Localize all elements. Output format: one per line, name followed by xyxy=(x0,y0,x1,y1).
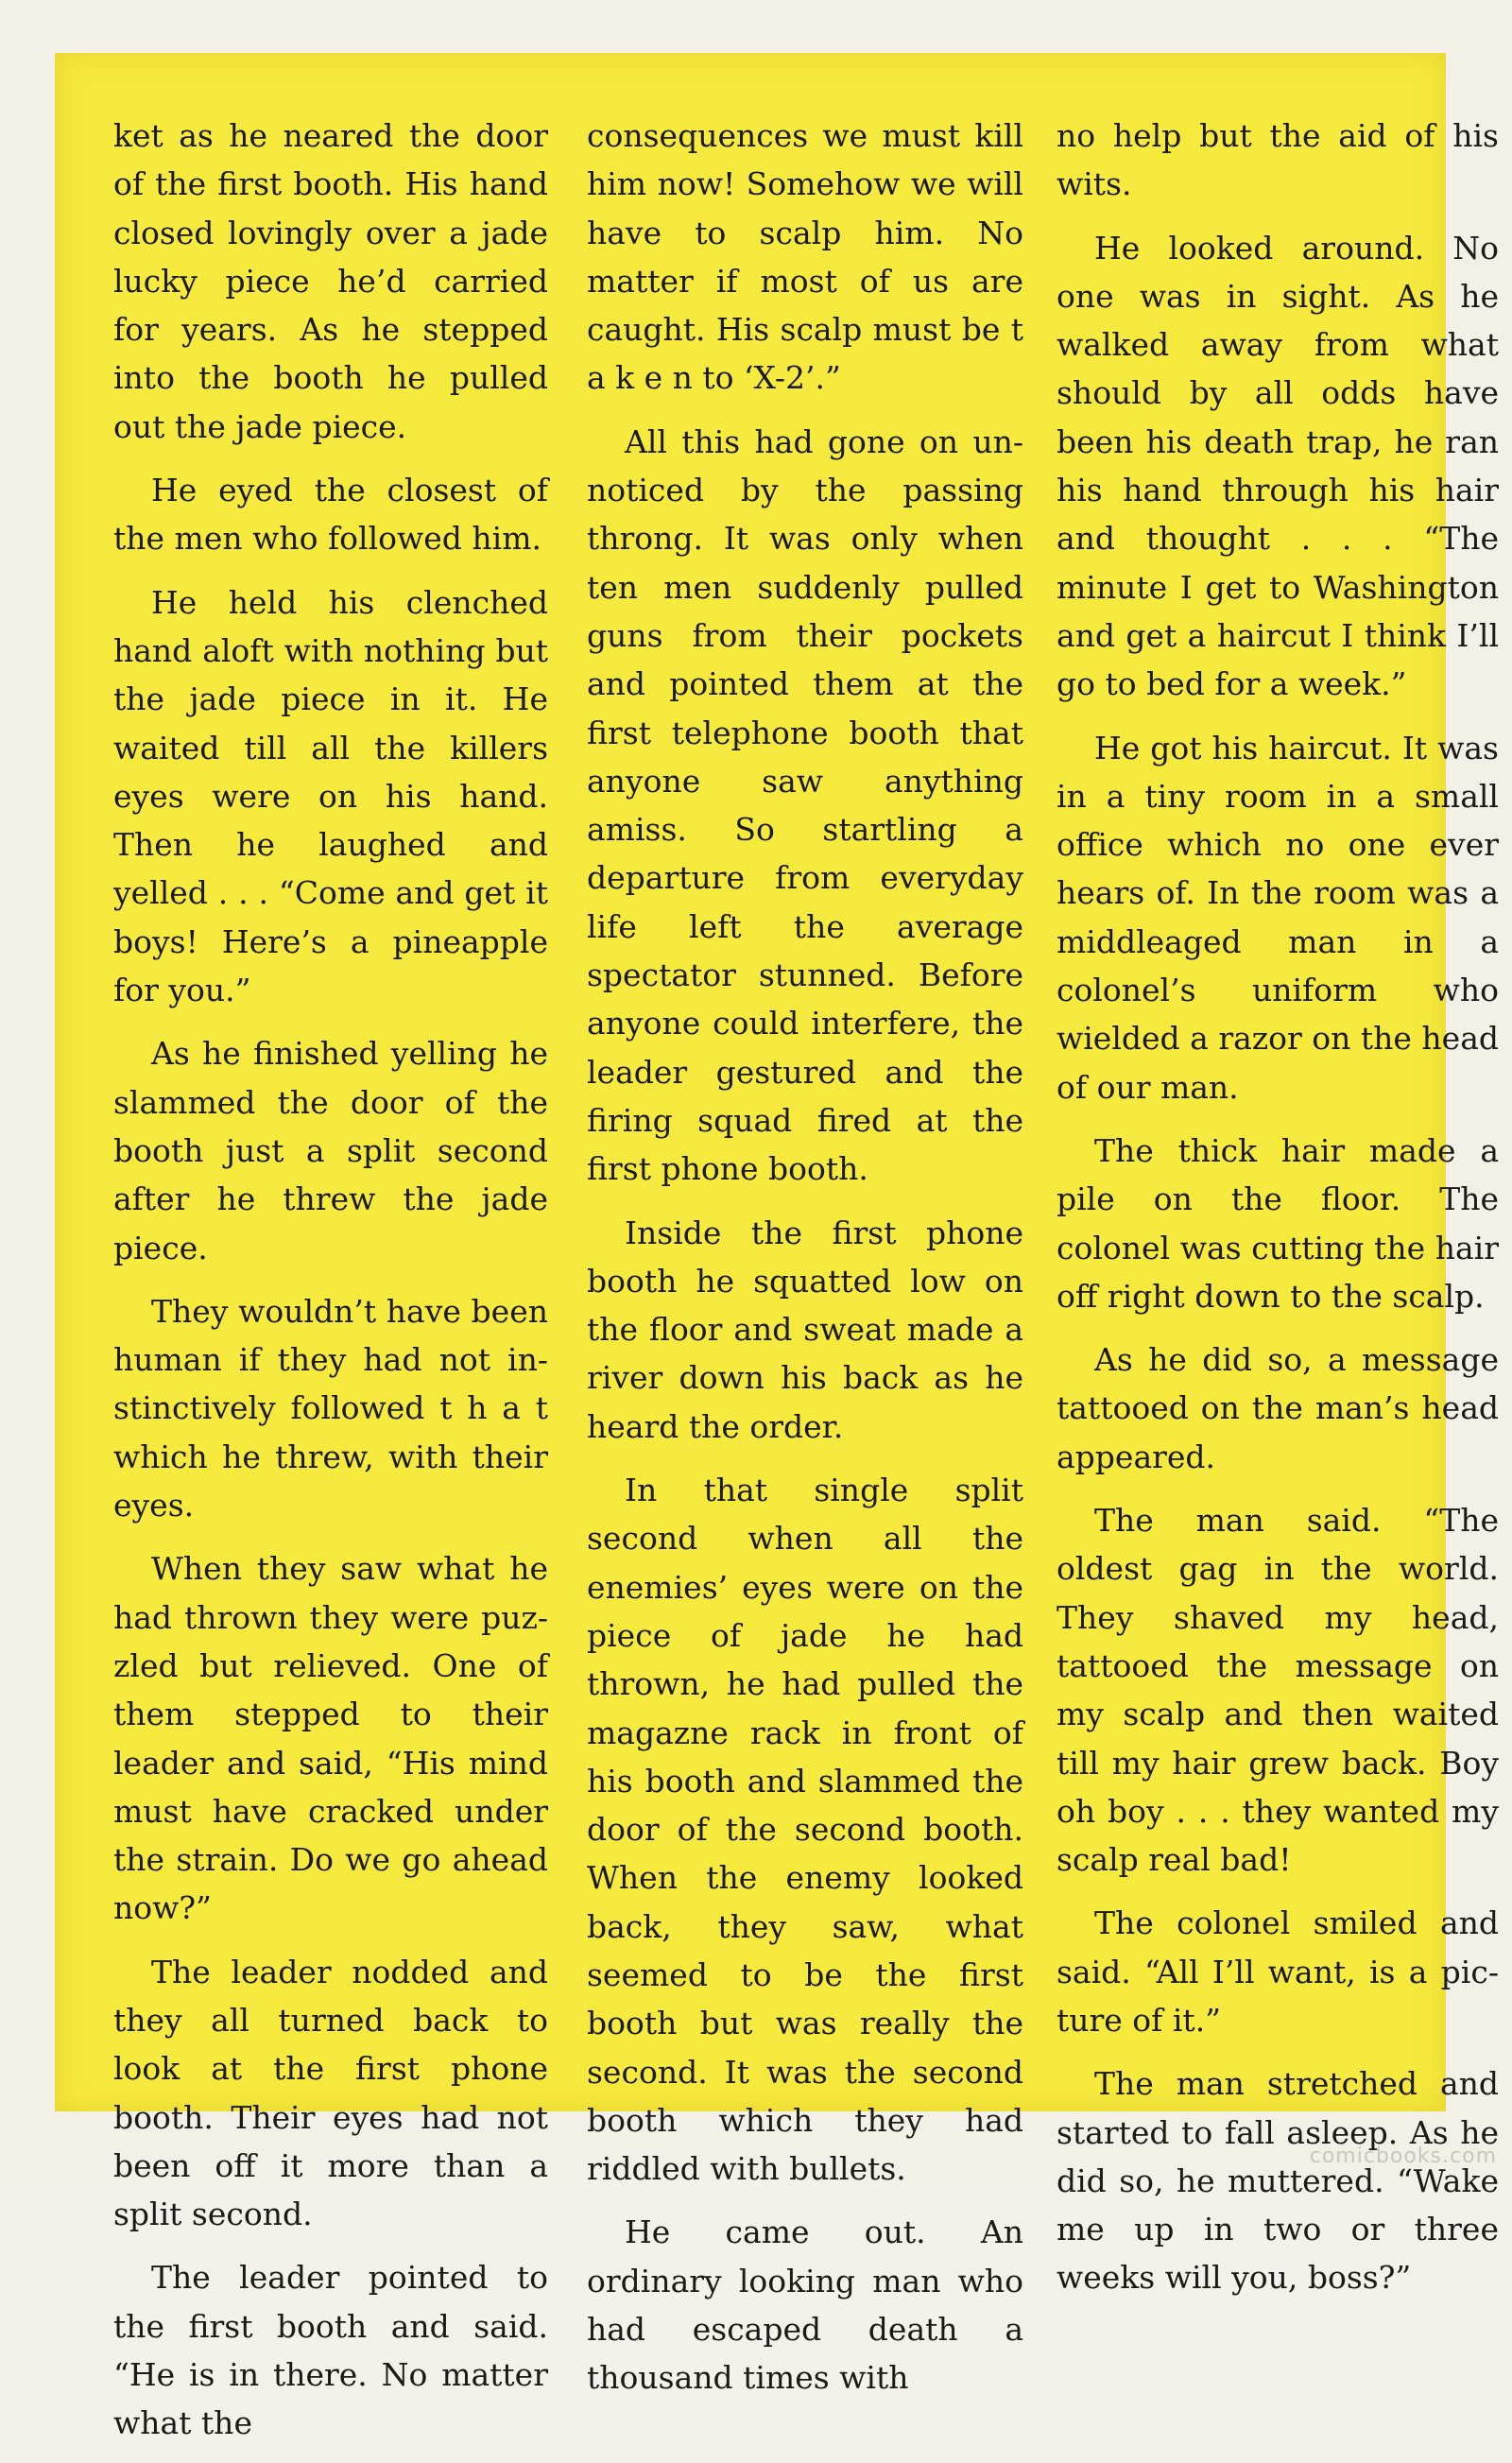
paragraph: He looked around. No one was in sight. As he walked away from what should by all odds have been his death trap, he ran his hand through his hair and thought . . . “The minute I get to Washington and get a haircut I think I’ll go to bed for a week.” xyxy=(1057,229,1499,703)
paragraph: He held his clenched hand aloft with nothing but the jade piece in it. He waited till all the killers eyes were on his hand. Then he laughed and yelled . . . “Come and get it boys! Here’s a pineapple for you.” xyxy=(113,583,548,1009)
paragraph: When they saw what he had thrown they were puzzled but relieved. One of them stepped to their leader and said, “His mind must have cracked under the strain. Do we go ahead now?” xyxy=(113,1550,548,1927)
paragraph: In that single split second when all the enemies’ eyes were on the piece of jade he had thrown, he had pulled the magazne rack in front of his booth and slammed the door of the second booth. When the enemy looked back, they saw, what seemed to be the first booth but was really the second. It was the second booth which they had riddled with bullets. xyxy=(587,1472,1023,2188)
paragraph: The leader pointed to the first booth and said. “He is in there. No matter what the xyxy=(113,2259,548,2442)
text-column-3 xyxy=(1057,112,1499,2317)
paragraph: consequences we must kill him now! Somehow we will have to scalp him. No matter if most of us are caught. His scalp must be t a k e n to ‘X-2’.” xyxy=(587,117,1023,397)
paragraph: All this had gone on unnoticed by the passing throng. It was only when ten men suddenly pulled guns from their pockets and pointed them at the first telephone booth that anyone saw anything amiss. So startling a departure from everyday life left the average spectator stunned. Before anyone could interfere, the leader gestured and the firing squad fired at the first phone booth. xyxy=(587,422,1023,1188)
paragraph: He eyed the closest of the men who followed him. xyxy=(113,472,548,558)
paragraph: no help but the aid of his wits. xyxy=(1057,117,1499,203)
paragraph: ket as he neared the door of the first booth. His hand closed lovingly over a jade lucky piece he’d carried for years. As he stepped into the booth he pulled out the jade piece. xyxy=(113,117,548,445)
paragraph: The man said. “The oldest gag in the world. They shaved my head, tattooed the message on my scalp and then waited till my hair grew back. Boy oh boy . . . they wanted my scalp real bad! xyxy=(1057,1502,1499,1879)
paragraph: The man stretched and started to fall asleep. As he did so, he muttered. “Wake me up in two or three weeks will you, boss?” xyxy=(1057,2065,1499,2297)
paragraph: As he did so, a message tattooed on the man’s head appeared. xyxy=(1057,1341,1499,1475)
paragraph: Inside the first phone booth he squatted low on the floor and sweat made a river down his back as he heard the order. xyxy=(587,1214,1023,1445)
paragraph: The thick hair made a pile on the floor. The colonel was cutting the hair off right down to the scalp. xyxy=(1057,1131,1499,1315)
paragraph: He got his haircut. It was in a tiny room in a small office which no one ever hears of. In the room was a middleaged man in a colonel’s uniform who wielded a razor on the head of our man. xyxy=(1057,729,1500,1106)
text-column-2 xyxy=(587,112,1023,2418)
paragraph: As he finished yelling he slammed the door of the booth just a split second after he threw the jade piece. xyxy=(113,1035,548,1266)
paragraph: The leader nodded and they all turned back to look at the first phone booth. Their eyes had not been off it more than a split second. xyxy=(113,1953,548,2233)
paragraph: He came out. An ordinary looking man who had escaped death a thousand times with xyxy=(587,2213,1023,2397)
site-watermark: comicbooks.com xyxy=(1309,2144,1497,2168)
paragraph: The colonel smiled and said. “All I’ll want, is a picture of it.” xyxy=(1057,1904,1499,2039)
text-column-1 xyxy=(113,112,548,2463)
paragraph: They wouldn’t have been human if they had not instinctively followed t h a t which he threw, with their eyes. xyxy=(113,1292,548,1524)
